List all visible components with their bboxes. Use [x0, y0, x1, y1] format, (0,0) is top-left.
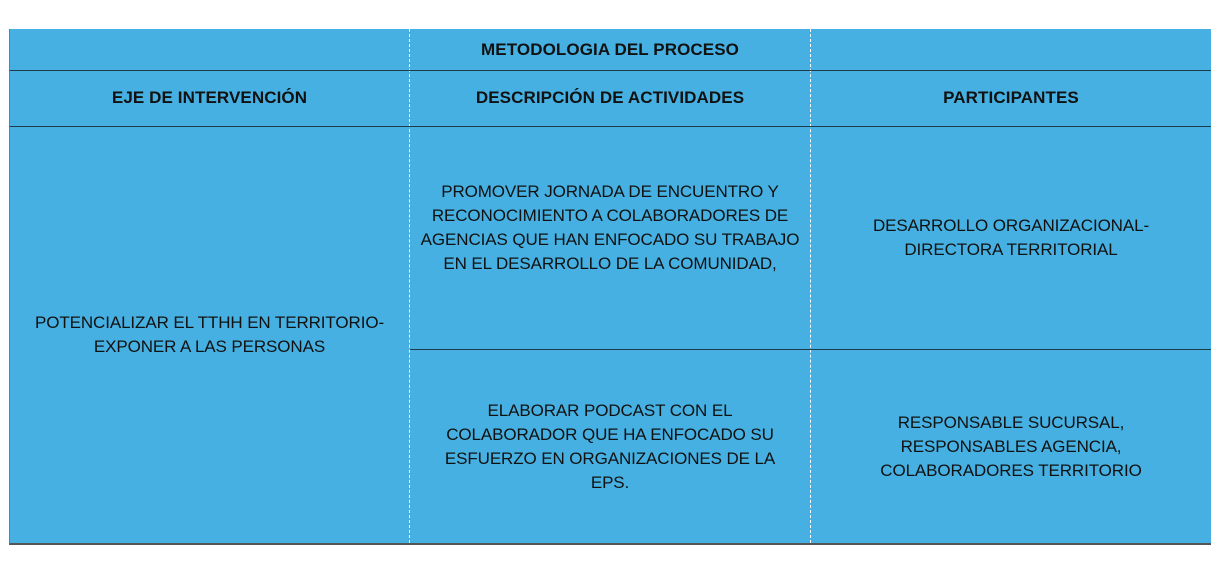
- table-title: METODOLOGIA DEL PROCESO: [481, 39, 739, 59]
- header-axis: EJE DE INTERVENCIÓN: [111, 88, 308, 107]
- row-2-participants: RESPONSABLE SUCURSAL, RESPONSABLES AGENCIA, COLABORADORES TERRITORIO: [880, 412, 1142, 480]
- row-1-participants: DESARROLLO ORGANIZACIONAL-DIRECTORA TERRITORIAL: [872, 216, 1150, 259]
- axis-cell: POTENCIALIZAR EL TTHH EN TERRITORIO-EXPONER A LAS PERSONAS: [34, 313, 385, 356]
- row-1-description: PROMOVER JORNADA DE ENCUENTRO Y RECONOCIMIENTO A COLABORADORES DE AGENCIAS QUE HAN ENFOCADO SU TRABAJO EN EL DESARROLLO DE LA COMUNIDAD,: [420, 182, 800, 273]
- methodology-table: [9, 29, 1211, 545]
- header-description: DESCRIPCIÓN DE ACTIVIDADES: [475, 88, 745, 107]
- header-participants: PARTICIPANTES: [943, 88, 1079, 107]
- row-2-description: ELABORAR PODCAST CON EL COLABORADOR QUE HA ENFOCADO SU ESFUERZO EN ORGANIZACIONES DE LA EPS.: [444, 400, 776, 492]
